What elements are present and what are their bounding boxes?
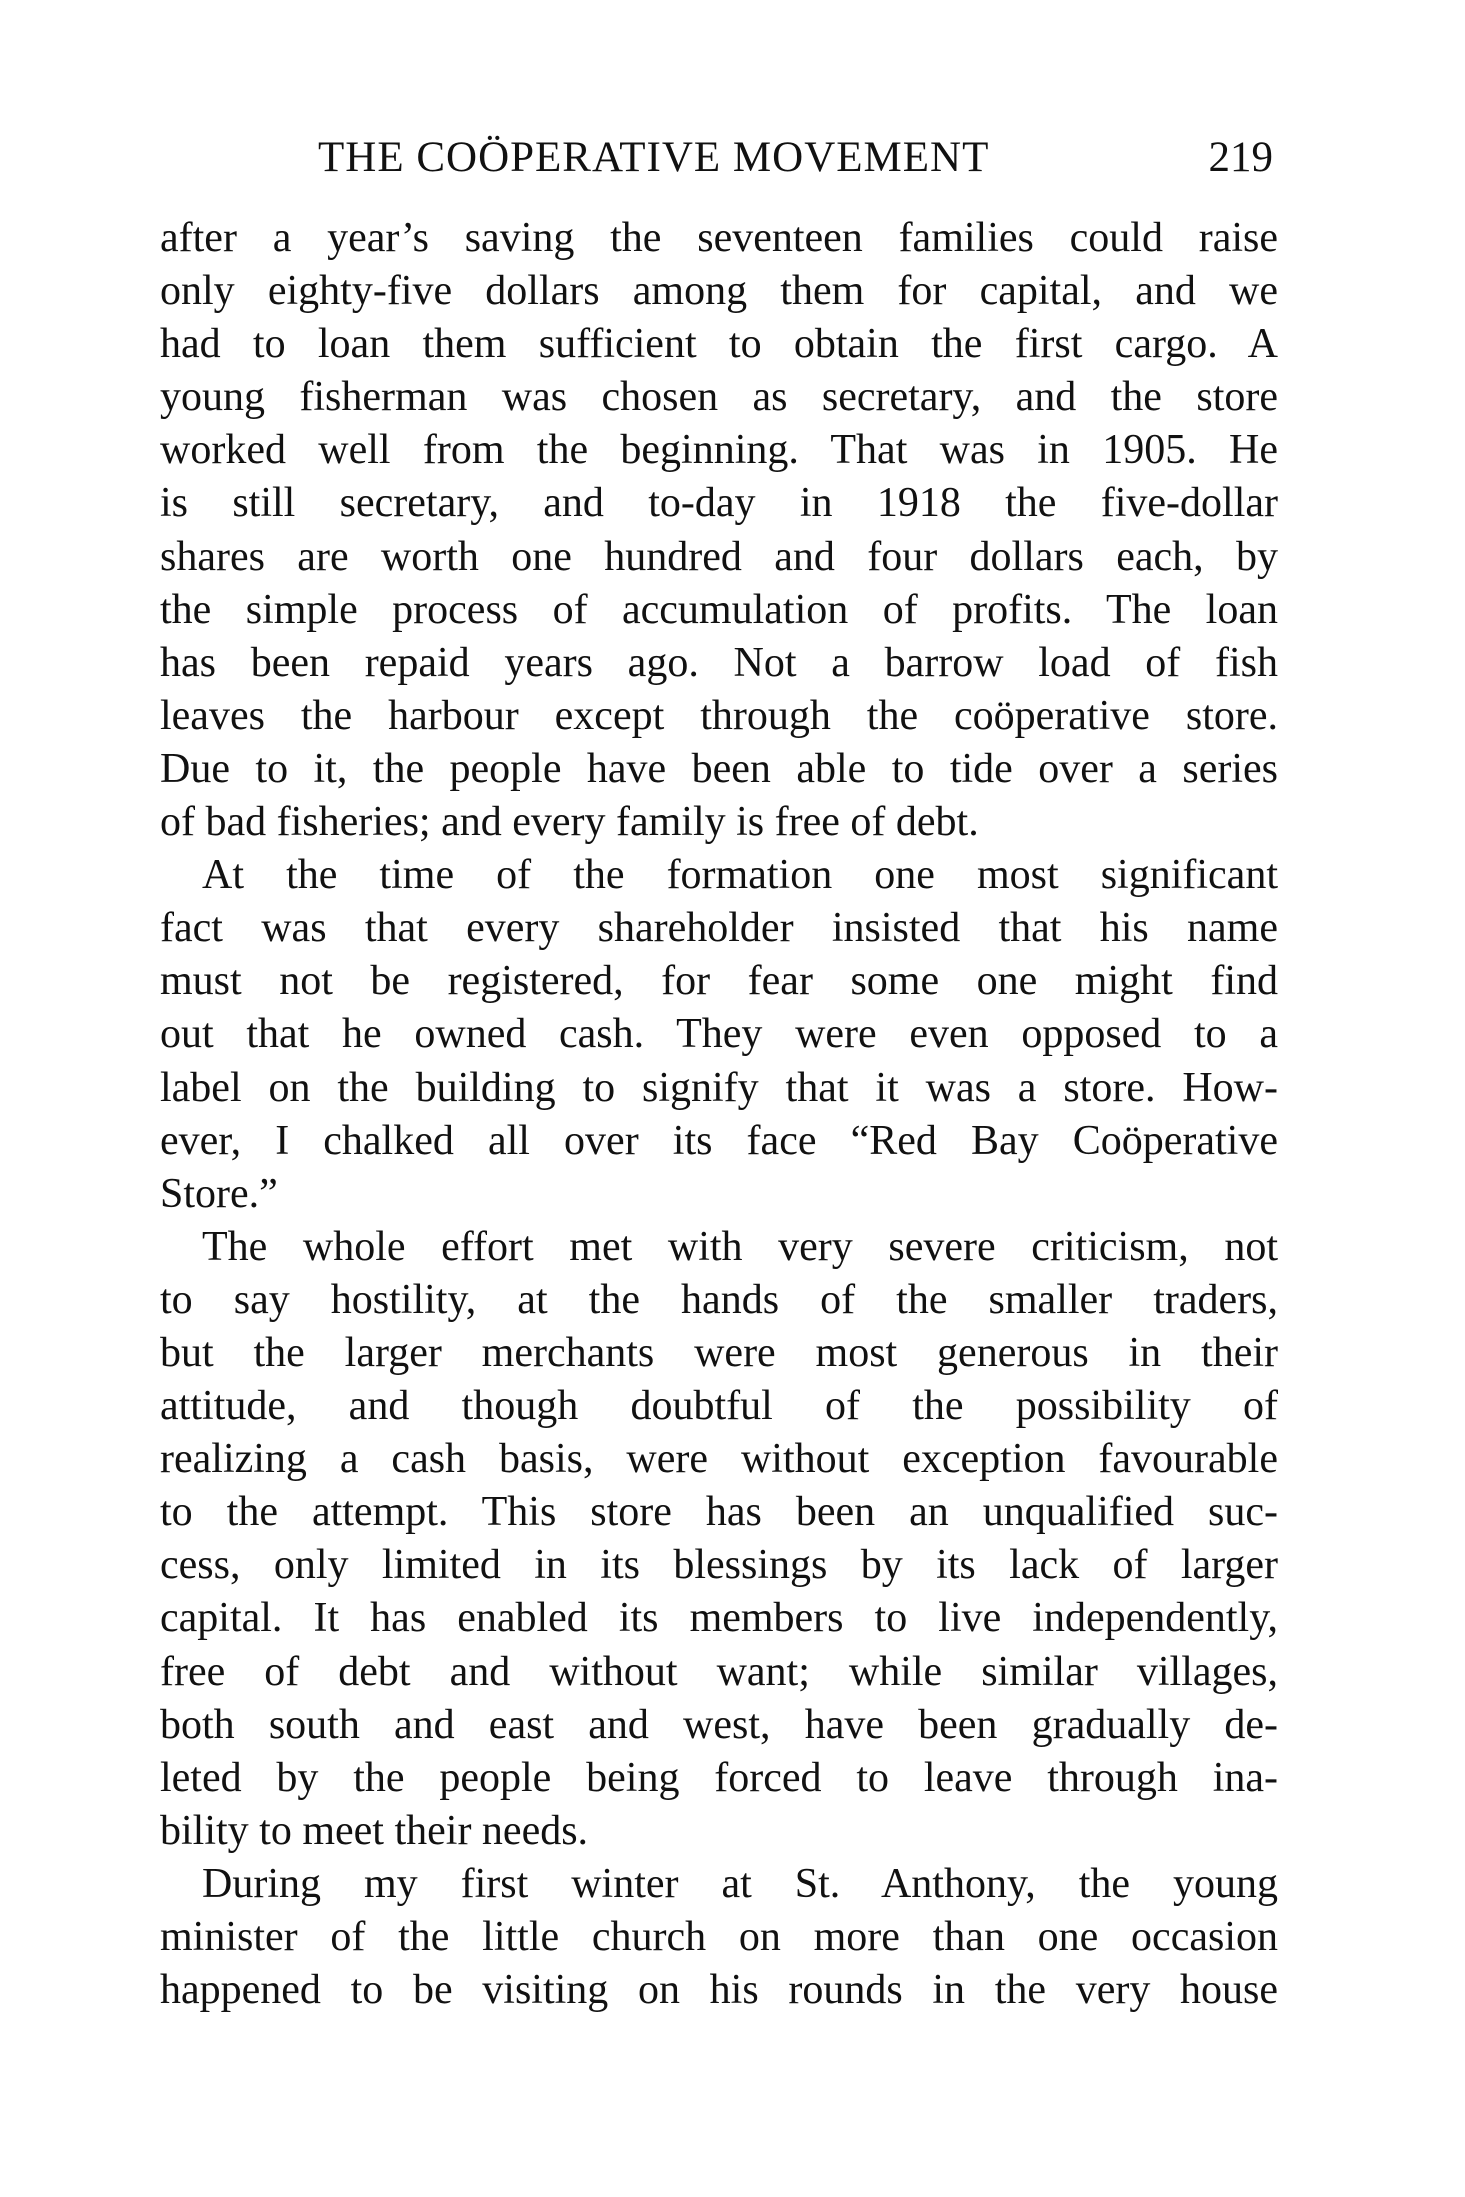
text-line: cess, only limited in its blessings by its lack of larger xyxy=(160,1542,1278,1589)
text-line: bility to meet their needs. xyxy=(160,1807,589,1854)
text-line: worked well from the beginning. That was in 1905. He xyxy=(160,427,1278,474)
text-line: fact was that every shareholder insisted that his name xyxy=(160,905,1278,952)
text-line: only eighty-five dollars among them for capital, and we xyxy=(160,268,1278,315)
text-line: attitude, and though doubtful of the possibility of xyxy=(160,1383,1278,1430)
text-line: Due to it, the people have been able to tide over a series xyxy=(160,745,1278,792)
text-line: is still secretary, and to-day in 1918 the five-dollar xyxy=(160,480,1278,527)
text-line: young fisherman was chosen as secretary, and the store xyxy=(160,374,1278,421)
text-line: free of debt and without want; while similar villages, xyxy=(160,1648,1278,1695)
text-line: had to loan them sufficient to obtain the first cargo. A xyxy=(160,321,1278,368)
text-line: the simple process of accumulation of profits. The loan xyxy=(160,586,1278,633)
text-line: Store.” xyxy=(160,1170,278,1217)
text-line: realizing a cash basis, were without exception favourable xyxy=(160,1436,1278,1483)
text-line: leaves the harbour except through the coöperative store. xyxy=(160,692,1278,739)
text-line: ever, I chalked all over its face “Red Bay Coöperative xyxy=(160,1117,1278,1164)
text-line: out that he owned cash. They were even opposed to a xyxy=(160,1011,1278,1058)
text-line: but the larger merchants were most generous in their xyxy=(160,1329,1278,1376)
text-line: must not be registered, for fear some one might find xyxy=(160,958,1278,1005)
text-line: capital. It has enabled its members to live independently, xyxy=(160,1595,1278,1642)
text-line: to say hostility, at the hands of the smaller traders, xyxy=(160,1276,1278,1323)
text-line: happened to be visiting on his rounds in the very house xyxy=(160,1967,1278,2014)
page-number: 219 xyxy=(1208,134,1273,181)
body-text xyxy=(160,212,1278,2017)
running-head xyxy=(318,128,1273,188)
paragraph-start-line: The whole effort met with very severe criticism, not xyxy=(202,1223,1278,1270)
text-line: label on the building to signify that it was a store. How- xyxy=(160,1064,1278,1111)
running-title: THE COÖPERATIVE MOVEMENT xyxy=(318,134,990,181)
paragraph-start-line: During my first winter at St. Anthony, the young xyxy=(202,1860,1278,1907)
text-line: leted by the people being forced to leave through ina- xyxy=(160,1754,1278,1801)
text-line: minister of the little church on more than one occasion xyxy=(160,1914,1278,1960)
text-line: of bad fisheries; and every family is free of debt. xyxy=(160,799,979,846)
text-line: shares are worth one hundred and four dollars each, by xyxy=(160,533,1278,580)
text-line: after a year’s saving the seventeen families could raise xyxy=(160,215,1278,261)
paragraph-start-line: At the time of the formation one most significant xyxy=(202,852,1278,899)
text-line: to the attempt. This store has been an unqualified suc- xyxy=(160,1489,1278,1536)
text-line: has been repaid years ago. Not a barrow load of fish xyxy=(160,639,1278,686)
text-line: both south and east and west, have been gradually de- xyxy=(160,1701,1278,1748)
